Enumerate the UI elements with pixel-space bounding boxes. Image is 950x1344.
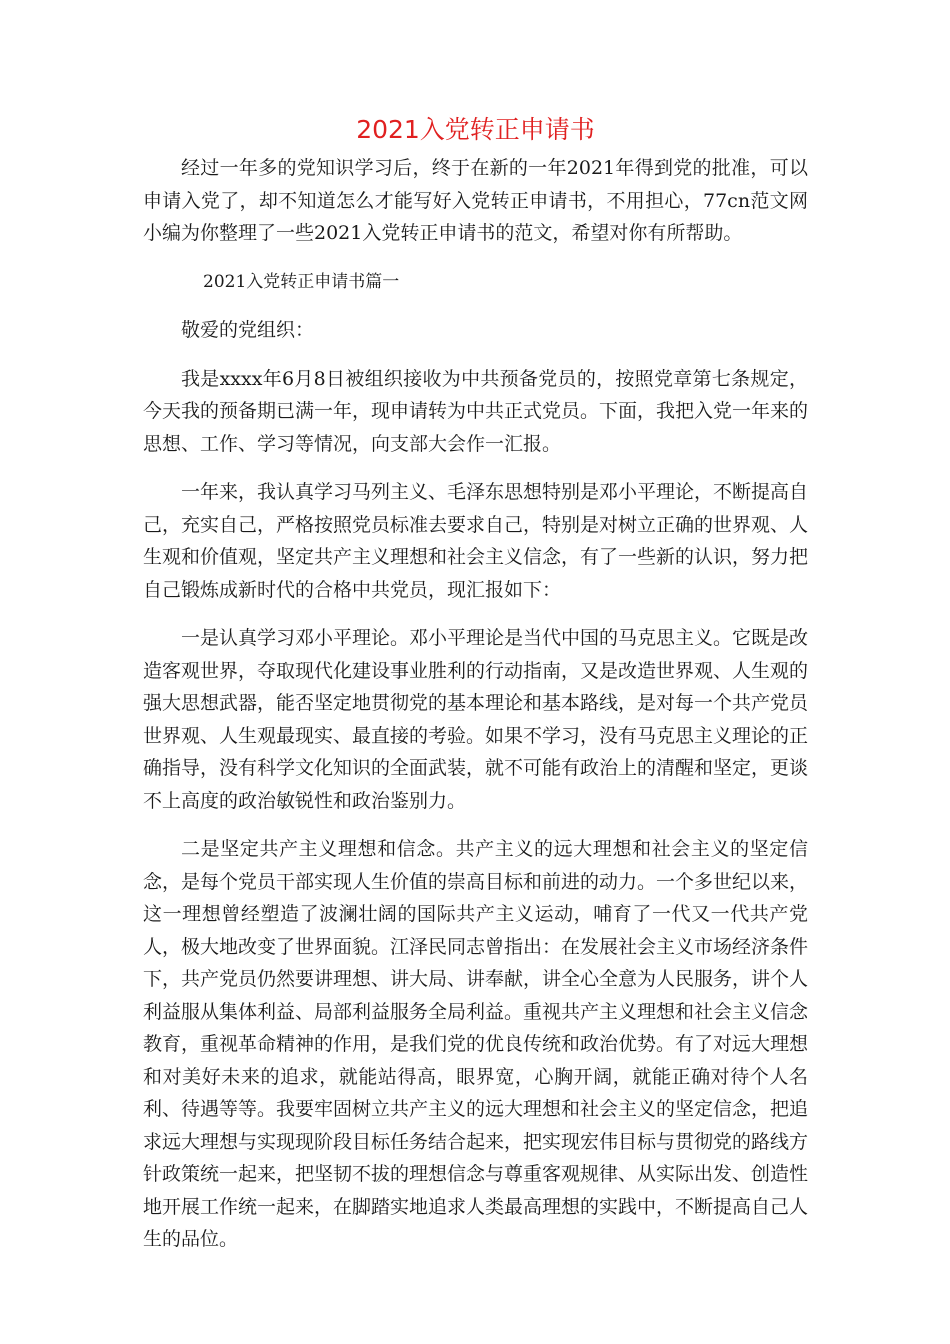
salutation: 敬爱的党组织： <box>181 319 315 341</box>
document-page <box>143 112 808 1256</box>
body-paragraph: 一年来，我认真学习马列主义、毛泽东思想特别是邓小平理论，不断提高自己，充实自己，严格按照党员标准去要求自己，特别是对树立正确的世界观、人生观和价值观，坚定共产主义理想和社会主义信念，有了一些新的认识，努力把自己锻炼成新时代的合格中共党员，现汇报如下： <box>143 481 809 601</box>
intro-paragraph: 经过一年多的党知识学习后，终于在新的一年2021年得到党的批准，可以申请入党了，却不知道怎么才能写好入党转正申请书，不用担心，77cn范文网小编为你整理了一些2021入党转正申请书的范文，希望对你有所帮助。 <box>143 157 808 244</box>
body-paragraph: 一是认真学习邓小平理论。邓小平理论是当代中国的马克思主义。它既是改造客观世界，夺取现代化建设事业胜利的行动指南，又是改造世界观、人生观的强大思想武器，能否坚定地贯彻党的基本理论和基本路线，是对每一个共产党员世界观、人生观最现实、最直接的考验。如果不学习，没有马克思主义理论的正确指导，没有科学文化知识的全面武装，就不可能有政治上的清醒和坚定，更谈不上高度的政治敏锐性和政治鉴别力。 <box>143 627 809 812</box>
body-paragraph: 我是xxxx年6月8日被组织接收为中共预备党员的，按照党章第七条规定，今天我的预备期已满一年，现申请转为中共正式党员。下面，我把入党一年来的思想、工作、学习等情况，向支部大会作一汇报。 <box>143 367 809 455</box>
section-heading: 2021入党转正申请书篇一 <box>203 271 400 292</box>
body-paragraph: 二是坚定共产主义理想和信念。共产主义的远大理想和社会主义的坚定信念，是每个党员干部实现人生价值的崇高目标和前进的动力。一个多世纪以来，这一理想曾经塑造了波澜壮阔的国际共产主义运动，哺育了一代又一代共产党人，极大地改变了世界面貌。江泽民同志曾指出：在发展社会主义市场经济条件下，共产党员仍然要讲理想、讲大局、讲奉献，讲全心全意为人民服务，讲个人利益服从集体利益、局部利益服务全局利益。重视共产主义理想和社会主义信念教育，重视革命精神的作用，是我们党的优良传统和政治优势。有了对远大理想和对美好未来的追求，就能站得高，眼界宽，心胸开阔，就能正确对待个人名利、待遇等等。我要牢固树立共产主义的远大理想和社会主义的坚定信念，把追求远大理想与实现现阶段目标任务结合起来，把实现宏伟目标与贯彻党的路线方针政策统一起来，把坚韧不拔的理想信念与尊重客观规律、从实际出发、创造性地开展工作统一起来，在脚踏实地追求人类最高理想的实践中，不断提高自己人生的品位。 <box>143 838 809 1250</box>
document-title: 2021入党转正申请书 <box>356 115 595 144</box>
